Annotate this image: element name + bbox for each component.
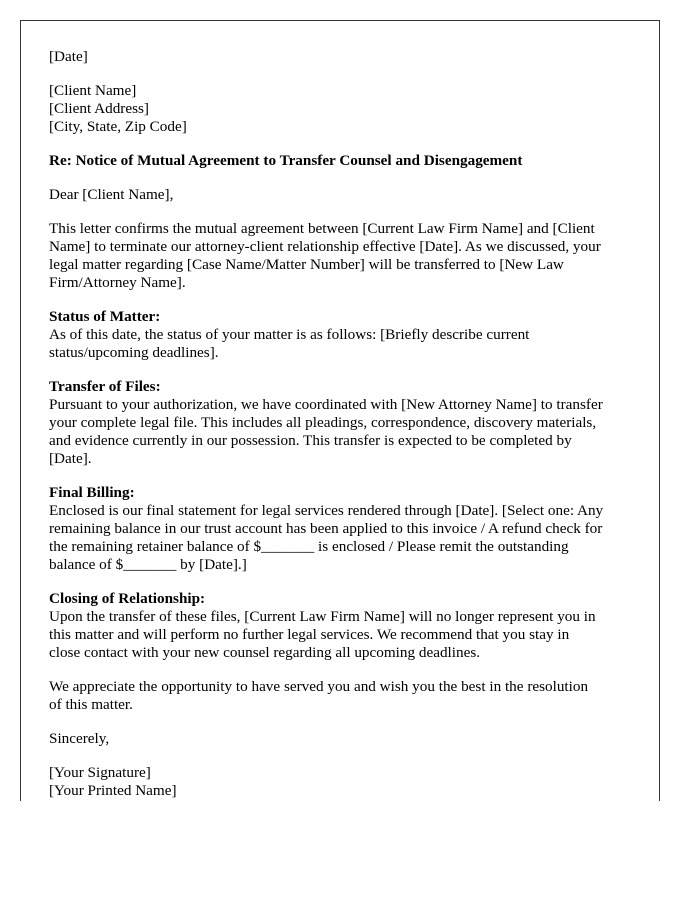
letter-content: [49, 48, 639, 801]
section-line: and evidence currently in our possession. This transfer is expected to be completed by: [49, 432, 572, 449]
section-line: status/upcoming deadlines].: [49, 344, 219, 361]
letter-date-block: [49, 48, 639, 66]
section-line: this matter and will perform no further legal services. We recommend that you stay in: [49, 626, 570, 643]
section-heading: Final Billing:: [49, 484, 135, 501]
section-line: Enclosed is our final statement for legal services rendered through [Date]. [Select one: Any: [49, 502, 604, 519]
recipient-name: [Client Name]: [49, 82, 137, 99]
section-line: [Date].: [49, 450, 92, 467]
closing-paragraph: [49, 678, 639, 714]
intro-line: This letter confirms the mutual agreement between [Current Law Firm Name] and [Client: [49, 220, 595, 237]
section-line: your complete legal file. This includes all pleadings, correspondence, discovery materials,: [49, 414, 597, 431]
signature-placeholder: [Your Signature]: [49, 764, 151, 781]
valediction-block: [49, 730, 639, 748]
section-line: Pursuant to your authorization, we have coordinated with [New Attorney Name] to transfer: [49, 396, 603, 413]
section-transfer-of-files: [49, 378, 639, 468]
valediction: Sincerely,: [49, 730, 110, 747]
section-line: Upon the transfer of these files, [Current Law Firm Name] will no longer represent you in: [49, 608, 596, 625]
closing-line: We appreciate the opportunity to have served you and wish you the best in the resolution: [49, 678, 589, 695]
salutation: Dear [Client Name],: [49, 186, 174, 203]
section-closing-of-relationship: [49, 590, 639, 662]
recipient-city-state-zip: [City, State, Zip Code]: [49, 118, 187, 135]
section-line: remaining balance in our trust account has been applied to this invoice / A refund check for: [49, 520, 603, 537]
section-heading: Transfer of Files:: [49, 378, 161, 395]
recipient-address: [Client Address]: [49, 100, 149, 117]
letter-date: [Date]: [49, 48, 88, 65]
section-heading: Closing of Relationship:: [49, 590, 206, 607]
printed-name: [Your Printed Name]: [49, 782, 177, 799]
section-heading: Status of Matter:: [49, 308, 161, 325]
section-status-of-matter: [49, 308, 639, 362]
recipient-address-block: [49, 82, 639, 136]
letter-page: [20, 20, 660, 801]
closing-line: of this matter.: [49, 696, 133, 713]
intro-line: Firm/Attorney Name].: [49, 274, 186, 291]
intro-paragraph: [49, 220, 639, 292]
subject-line: Re: Notice of Mutual Agreement to Transfer Counsel and Disengagement: [49, 152, 523, 169]
intro-line: Name] to terminate our attorney-client relationship effective [Date]. As we discussed, your: [49, 238, 601, 255]
intro-line: legal matter regarding [Case Name/Matter Number] will be transferred to [New Law: [49, 256, 564, 273]
subject-block: [49, 152, 639, 170]
salutation-block: [49, 186, 639, 204]
section-line: the remaining retainer balance of $_______ is enclosed / Please remit the outstanding: [49, 538, 569, 555]
section-final-billing: [49, 484, 639, 574]
signature-block: [49, 764, 639, 800]
section-line: As of this date, the status of your matter is as follows: [Briefly describe current: [49, 326, 530, 343]
section-line: balance of $_______ by [Date].]: [49, 556, 247, 573]
section-line: close contact with your new counsel regarding all upcoming deadlines.: [49, 644, 481, 661]
